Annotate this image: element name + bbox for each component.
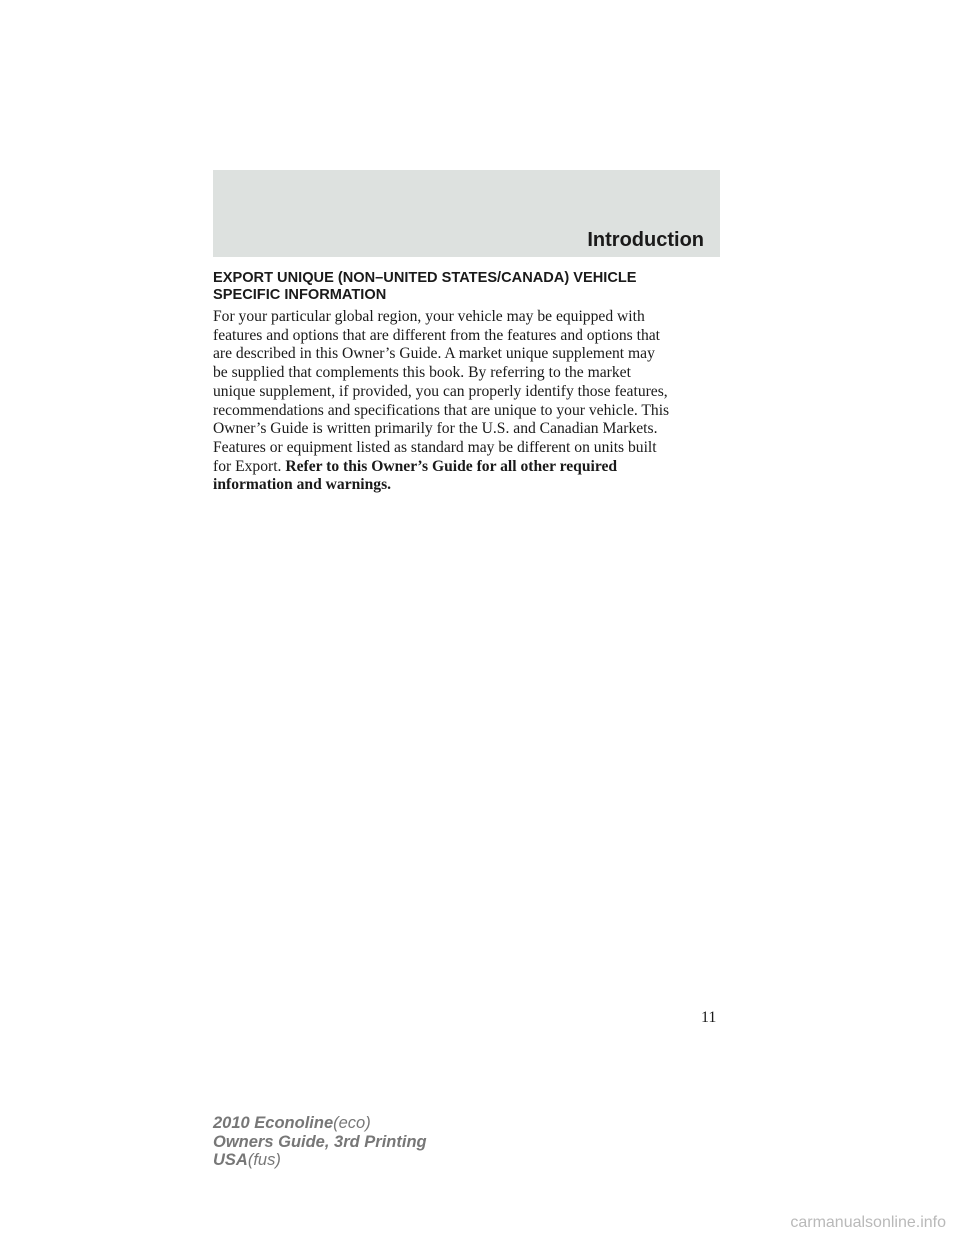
footer-market-code: (fus)	[247, 1151, 281, 1169]
paragraph-line	[213, 476, 733, 495]
document-footer	[213, 1114, 427, 1170]
paragraph-line: be supplied that complements this book. By referring to the market	[213, 364, 631, 382]
paragraph-line: are described in this Owner’s Guide. A market unique supplement may	[213, 345, 655, 363]
heading-line: EXPORT UNIQUE (NON–UNITED STATES/CANADA) VEHICLE	[213, 270, 637, 286]
section-heading	[213, 270, 723, 304]
emphasis-text: Refer to this Owner’s Guide for all other required	[285, 457, 618, 475]
page-number: 11	[701, 1009, 717, 1026]
footer-model-line	[213, 1114, 427, 1133]
footer-market-line	[213, 1151, 427, 1170]
paragraph-line: features and options that are different from the features and options that	[213, 326, 661, 344]
section-title: Introduction	[587, 229, 704, 251]
footer-model-code: (eco)	[333, 1114, 371, 1132]
heading-line: SPECIFIC INFORMATION	[213, 287, 387, 303]
section-header-band	[213, 170, 720, 257]
paragraph-line: Features or equipment listed as standard may be different on units built	[213, 438, 657, 456]
paragraph-line: unique supplement, if provided, you can properly identify those features,	[213, 382, 668, 400]
paragraph-line: recommendations and specifications that are unique to your vehicle. This	[213, 401, 670, 419]
emphasis-text: information and warnings.	[213, 476, 392, 494]
body-paragraph	[213, 308, 733, 495]
paragraph-line	[213, 458, 733, 477]
paragraph-line: Owner’s Guide is written primarily for the U.S. and Canadian Markets.	[213, 420, 658, 438]
watermark-text: carmanualsonline.info	[790, 1214, 946, 1231]
paragraph-line: For your particular global region, your vehicle may be equipped with	[213, 308, 645, 325]
footer-guide-line: Owners Guide, 3rd Printing	[213, 1132, 427, 1151]
footer-model: 2010 Econoline	[213, 1114, 334, 1132]
footer-market: USA	[213, 1151, 248, 1169]
paragraph-text: for Export.	[213, 457, 286, 475]
